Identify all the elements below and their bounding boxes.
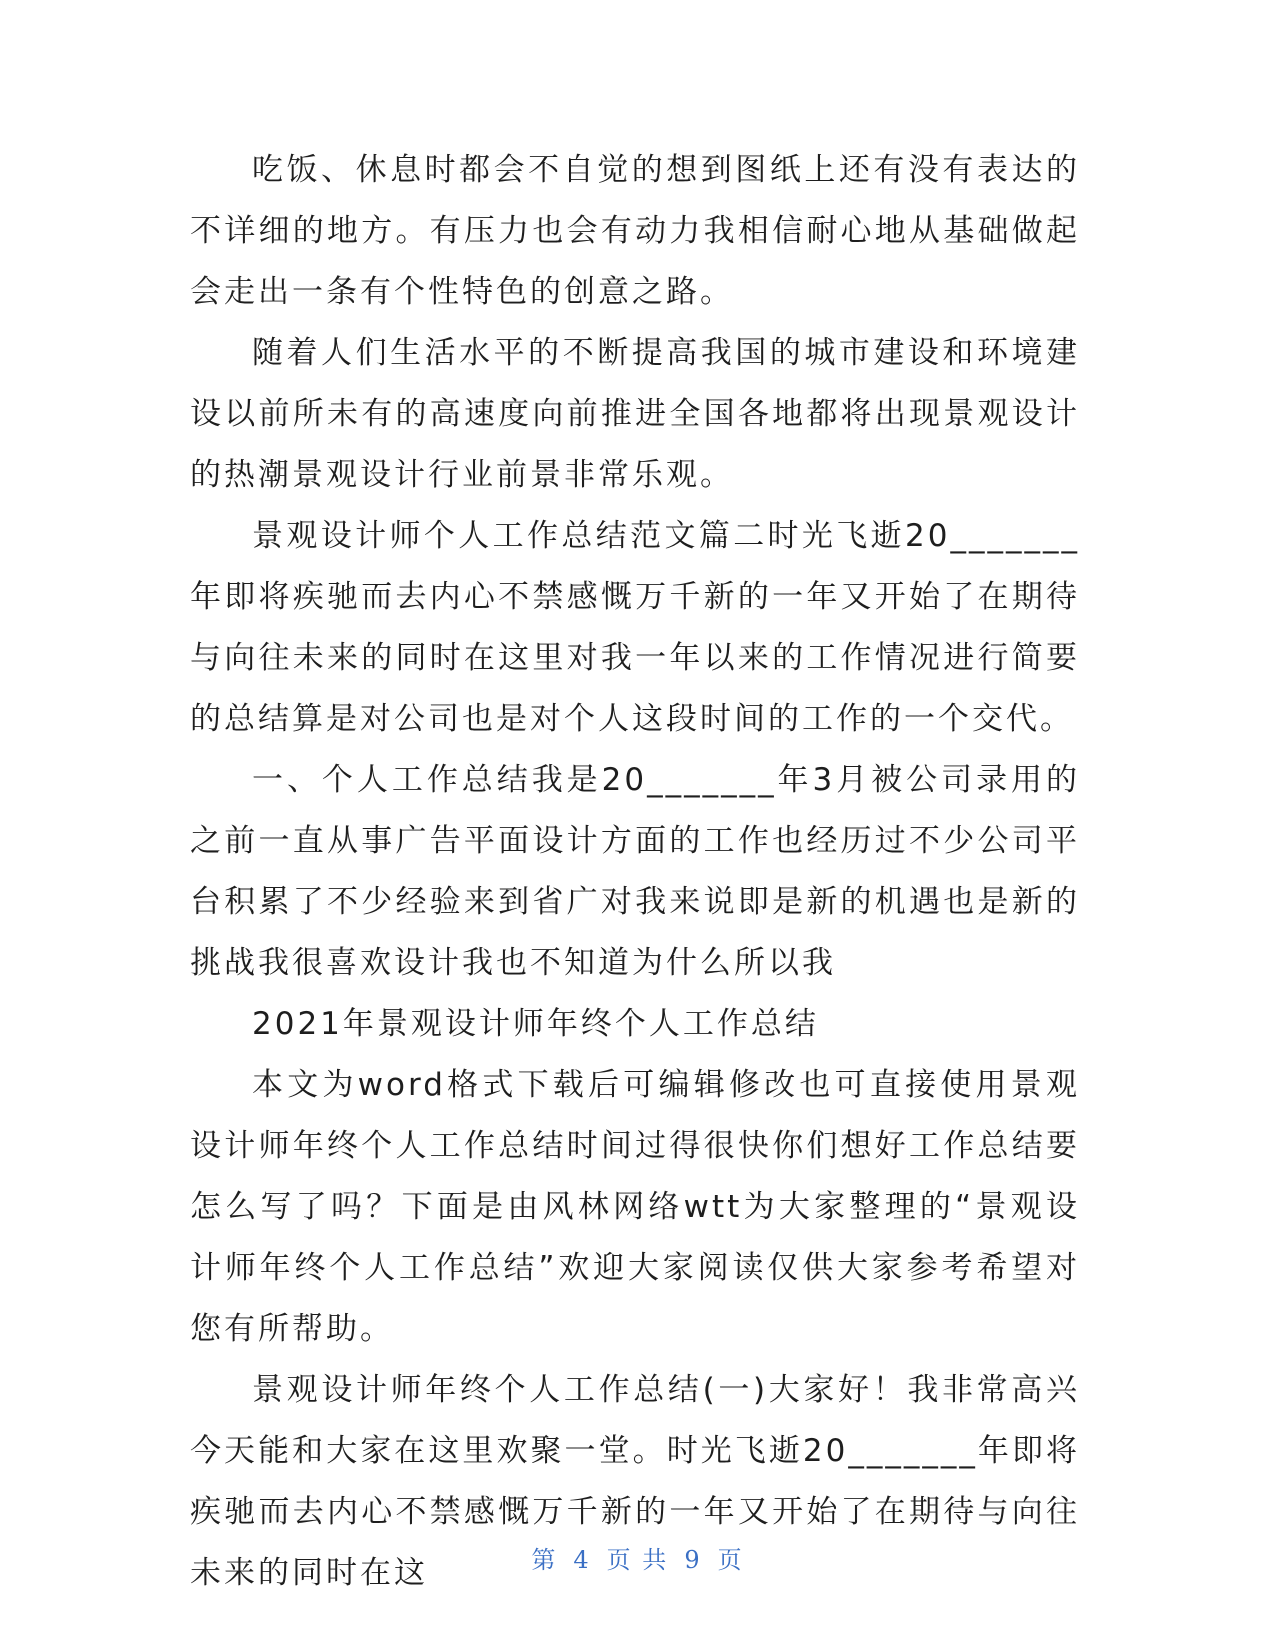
paragraph: 景观设计师个人工作总结范文篇二时光飞逝20_______年即将疾驰而去内心不禁感慨万千新的一年又开始了在期待与向往未来的同时在这里对我一年以来的工作情况进行简要的总结算是对公司也是对个人这段时间的工作的一个交代。 [190, 518, 1080, 737]
paragraph: 本文为word格式下载后可编辑修改也可直接使用景观设计师年终个人工作总结时间过得很快你们想好工作总结要怎么写了吗？下面是由风林网络wtt为大家整理的“景观设计师年终个人工作总结”欢迎大家阅读仅供大家参考希望对您有所帮助。 [190, 1067, 1080, 1347]
paragraph: 吃饭、休息时都会不自觉的想到图纸上还有没有表达的不详细的地方。有压力也会有动力我相信耐心地从基础做起会走出一条有个性特色的创意之路。 [190, 152, 1080, 310]
document-title: 2021年景观设计师年终个人工作总结 [252, 1006, 819, 1042]
paragraph: 景观设计师年终个人工作总结(一)大家好！我非常高兴今天能和大家在这里欢聚一堂。时光飞逝20_______年即将疾驰而去内心不禁感慨万千新的一年又开始了在期待与向往未来的同时在这 [190, 1372, 1080, 1591]
current-page-number: 4 [573, 1546, 591, 1574]
page-number-footer [0, 1540, 1275, 1575]
paragraph: 随着人们生活水平的不断提高我国的城市建设和环境建设以前所未有的高速度向前推进全国各地都将出现景观设计的热潮景观设计行业前景非常乐观。 [190, 335, 1080, 493]
paragraph: 一、个人工作总结我是20_______年3月被公司录用的之前一直从事广告平面设计方面的工作也经历过不少公司平台积累了不少经验来到省广对我来说即是新的机遇也是新的挑战我很喜欢设计我也不知道为什么所以我 [190, 762, 1080, 981]
footer-suffix: 页 [717, 1546, 744, 1574]
total-page-count: 9 [684, 1546, 702, 1574]
footer-prefix: 第 [531, 1546, 558, 1574]
document-body [190, 140, 1080, 1604]
footer-middle: 页 共 [606, 1546, 669, 1574]
